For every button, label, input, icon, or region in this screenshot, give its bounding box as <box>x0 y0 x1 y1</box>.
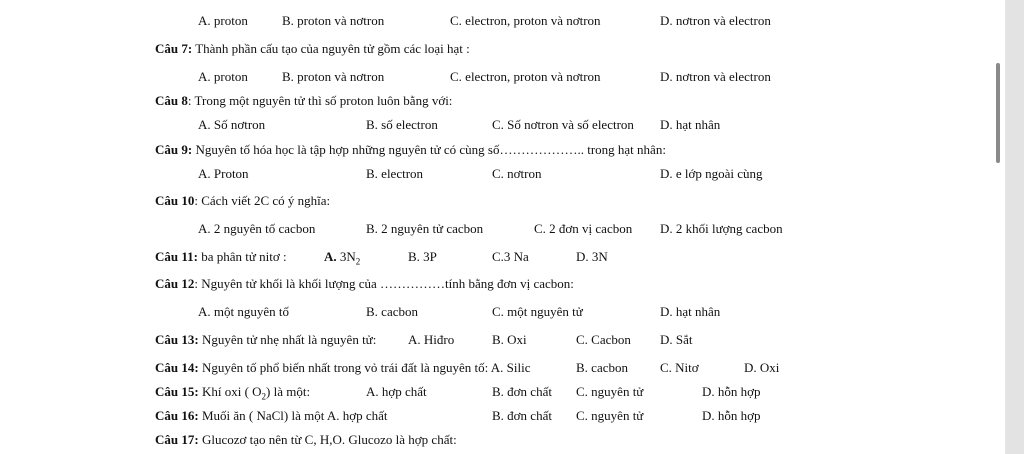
vertical-scrollbar-track[interactable] <box>1006 0 1024 454</box>
answer-option: A. một nguyên tố <box>198 304 289 319</box>
option-text: 3N <box>336 249 356 264</box>
answer-option: D. 2 khối lượng cacbon <box>660 221 783 236</box>
answer-option: B. số electron <box>366 117 438 132</box>
question-text: ba phân tử nitơ : <box>197 249 287 264</box>
question-number: Câu 7: <box>155 41 193 56</box>
question-line <box>155 193 330 209</box>
answer-option: A. hợp chất <box>366 384 427 399</box>
question-line <box>155 93 452 109</box>
subscript: 2 <box>355 256 361 267</box>
answer-option: D. hỗn hợp <box>702 408 761 423</box>
subscript: 2 <box>261 391 267 402</box>
question-number: Câu 9: <box>155 142 193 157</box>
answer-option: D. nơtron và electron <box>660 69 771 84</box>
answer-option: C. một nguyên tử <box>492 304 583 319</box>
question-line <box>155 249 287 265</box>
option-label: A. <box>324 249 337 264</box>
question-line <box>155 41 470 57</box>
answer-option: A. Số nơtron <box>198 117 266 132</box>
answer-option: D. hạt nhân <box>660 117 721 132</box>
answer-option: C. nguyên tử <box>576 408 644 423</box>
answer-option: B. cacbon <box>366 304 418 319</box>
question-text: Nguyên tố hóa học là tập hợp những nguyên tử có cùng số……………….. trong hạt nhân: <box>192 142 666 157</box>
question-text: : Nguyên tử khối là khối lượng của ……………tính bằng đơn vị cacbon: <box>194 276 574 291</box>
answer-option: C. Cacbon <box>576 332 631 347</box>
answer-option: D. hỗn hợp <box>702 384 761 399</box>
question-number: Câu 17: <box>155 432 199 447</box>
question-number: Câu 15: <box>155 384 199 399</box>
answer-option: C. nguyên tử <box>576 384 644 399</box>
question-text: Khí oxi ( O <box>198 384 262 399</box>
answer-option: C. 2 đơn vị cacbon <box>534 221 633 236</box>
answer-option: B. Oxi <box>492 332 527 347</box>
answer-option: D. nơtron và electron <box>660 13 771 28</box>
answer-option: D. 3N <box>576 249 608 264</box>
answer-option: B. đơn chất <box>492 408 552 423</box>
answer-option: B. 2 nguyên tử cacbon <box>366 221 484 236</box>
question-text: Thành phần cấu tạo của nguyên tử gồm các loại hạt : <box>192 41 470 56</box>
question-line <box>155 360 531 376</box>
answer-option: B. cacbon <box>576 360 628 375</box>
question-text: : Cách viết 2C có ý nghĩa: <box>194 193 331 208</box>
question-text: Muối ăn ( NaCl) là một A. hợp chất <box>198 408 388 423</box>
question-number: Câu 16: <box>155 408 199 423</box>
answer-option: D. hạt nhân <box>660 304 721 319</box>
answer-option: A. proton <box>198 69 248 84</box>
question-line <box>155 432 457 448</box>
question-line <box>155 142 666 158</box>
answer-option: C. nơtron <box>492 166 542 181</box>
scrollbar-thumb[interactable] <box>996 63 1000 163</box>
answer-option: C. Số nơtron và số electron <box>492 117 634 132</box>
question-number: Câu 13: <box>155 332 199 347</box>
question-number: Câu 8 <box>155 93 188 108</box>
question-line <box>155 332 376 348</box>
answer-option: C.3 Na <box>492 249 529 264</box>
question-line <box>155 408 388 424</box>
answer-option: B. proton và nơtron <box>282 13 385 28</box>
answer-option: B. đơn chất <box>492 384 552 399</box>
answer-option: A. Proton <box>198 166 249 181</box>
answer-option: D. Oxi <box>744 360 780 375</box>
answer-option <box>324 249 360 265</box>
answer-option: C. Nitơ <box>660 360 699 375</box>
question-line <box>155 276 574 292</box>
answer-option: A. 2 nguyên tố cacbon <box>198 221 316 236</box>
question-text: Nguyên tố phổ biến nhất trong vỏ trái đất là nguyên tố: A. Silic <box>198 360 531 375</box>
answer-option: B. electron <box>366 166 424 181</box>
question-number: Câu 10 <box>155 193 195 208</box>
answer-option: D. Sắt <box>660 332 693 347</box>
answer-option: B. proton và nơtron <box>282 69 385 84</box>
question-line <box>155 384 310 400</box>
question-number: Câu 11: <box>155 249 198 264</box>
question-text: : Trong một nguyên tử thì số proton luôn bằng với: <box>187 93 453 108</box>
question-text: ) là một: <box>266 384 311 399</box>
answer-option: C. electron, proton và nơtron <box>450 69 601 84</box>
answer-option: B. 3P <box>408 249 437 264</box>
question-number: Câu 12 <box>155 276 195 291</box>
answer-option: C. electron, proton và nơtron <box>450 13 601 28</box>
answer-option: A. Hiđro <box>408 332 455 347</box>
question-number: Câu 14: <box>155 360 199 375</box>
answer-option: D. e lớp ngoài cùng <box>660 166 763 181</box>
answer-option: A. proton <box>198 13 248 28</box>
question-text: Nguyên tử nhẹ nhất là nguyên tử: <box>198 332 377 347</box>
question-text: Glucozơ tạo nên từ C, H,O. Glucozo là hợp chất: <box>198 432 457 447</box>
